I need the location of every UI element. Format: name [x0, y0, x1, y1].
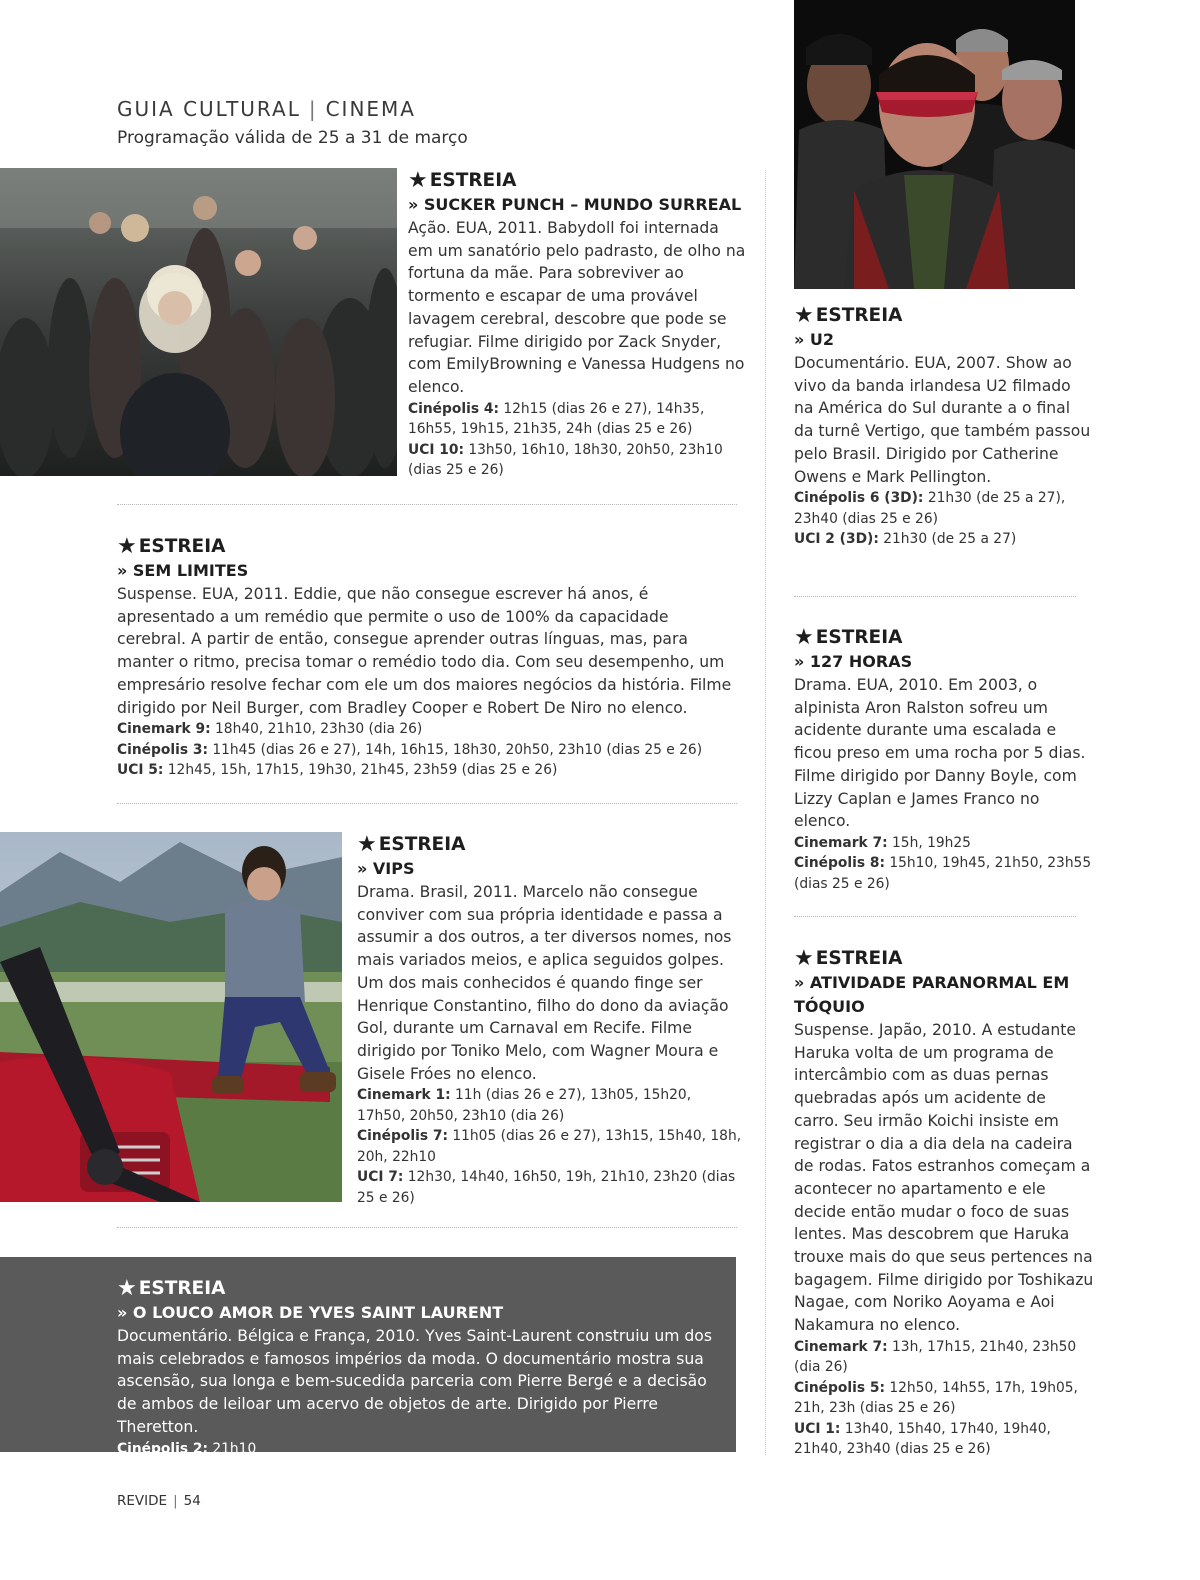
venue-name: UCI 5: — [117, 762, 164, 779]
movie-sucker-punch — [408, 168, 748, 481]
venue-name: Cinépolis 3: — [117, 741, 208, 758]
movie-title: » U2 — [794, 330, 835, 349]
session-line — [794, 1378, 1094, 1419]
venue-name: Cinemark 1: — [357, 1087, 451, 1104]
session-line — [408, 399, 748, 440]
star-icon: ★ — [117, 533, 137, 559]
venue-name: Cinemark 9: — [117, 721, 211, 738]
session-line — [794, 1419, 1094, 1460]
premiere-label: ESTREIA — [815, 627, 903, 648]
entry-divider — [117, 803, 737, 804]
entry-divider — [794, 596, 1076, 597]
session-times: 18h40, 21h10, 23h30 (dia 26) — [215, 721, 423, 738]
session-line — [357, 1085, 742, 1126]
venue-name: Cinépolis 2: — [117, 1440, 208, 1457]
session-times: 12h30, 14h40, 16h50, 19h, 21h10, 23h20 (dias 25 e 26) — [357, 1169, 736, 1206]
section-name: GUIA CULTURAL — [117, 97, 301, 121]
venue-name: UCI 7: — [357, 1169, 404, 1186]
session-times: 13h40, 15h40, 17h40, 19h40, 21h40, 23h40 (dias 25 e 26) — [794, 1420, 1051, 1458]
session-times: 12h50, 14h55, 17h, 19h05, 21h, 23h (dias 25 e 26) — [794, 1379, 1078, 1417]
movie-127-horas — [794, 625, 1094, 894]
star-icon: ★ — [357, 831, 377, 857]
page-number: 54 — [183, 1493, 201, 1509]
movie-u2 — [794, 303, 1094, 550]
session-times: 11h (dias 26 e 27), 13h05, 15h20, 17h50, 20h50, 23h10 (dia 26) — [357, 1087, 692, 1124]
star-icon: ★ — [794, 624, 814, 650]
venue-name: Cinemark 7: — [794, 834, 888, 851]
movie-atividade-paranormal — [794, 946, 1094, 1460]
session-line — [117, 1439, 729, 1460]
session-line — [794, 853, 1094, 894]
session-line — [408, 440, 748, 481]
premiere-tag — [794, 946, 1094, 971]
session-line — [794, 488, 1094, 529]
header-separator: | — [308, 97, 318, 121]
venue-name: UCI 1: — [794, 1420, 841, 1437]
premiere-tag — [794, 303, 1094, 328]
movie-synopsis: Drama. EUA, 2010. Em 2003, o alpinista Aron Ralston sofreu um acidente durante uma escalada e ficou preso em uma rocha por 5 dias. Filme dirigido por Danny Boyle, com Lizzy Caplan e James Franco no elenco. — [794, 676, 1086, 831]
section-category: CINEMA — [325, 97, 416, 121]
column-divider — [765, 170, 766, 1455]
venue-name: Cinépolis 5: — [794, 1379, 885, 1396]
premiere-tag — [794, 625, 1094, 650]
session-line — [794, 529, 1094, 550]
premiere-label: ESTREIA — [429, 170, 517, 191]
movie-synopsis: Ação. EUA, 2011. Babydoll foi internada em um sanatório pelo padrasto, de olho na fortuna da mãe. Para sobreviver ao tormento e escapar de uma provável lavagem cerebral, descobre que pode se refugiar. Filme dirigido por Zack Snyder, com EmilyBrowning e Vanessa Hudgens no elenco. — [408, 219, 746, 396]
vips-photo — [0, 832, 342, 1202]
movie-vips — [357, 832, 742, 1208]
star-icon: ★ — [794, 302, 814, 328]
venue-name: UCI 2 (3D): — [794, 531, 879, 548]
movie-synopsis: Drama. Brasil, 2011. Marcelo não consegue conviver com sua própria identidade e passa a assumir a dos outros, a ter diversos nomes, nos mais variados meios, e aplica seguidos golpes. Um dos mais conhecidos é quando finge ser Henrique Constantino, filho do dono da aviação Gol, durante um Carnaval em Recife. Filme dirigido por Toniko Melo, com Wagner Moura e Gisele Fróes no elenco. — [357, 883, 732, 1083]
premiere-tag — [117, 1276, 729, 1301]
movie-synopsis: Suspense. EUA, 2011. Eddie, que não consegue escrever há anos, é apresentado a um remédio que permite o uso de 100% da capacidade cerebral. A partir de então, consegue aprender outras línguas, mas, para manter o ritmo, precisa tomar o remédio todo dia. Com seu desempenho, um empresário resolve fechar com ele um dos maiores negócios da história. Filme dirigido por Neil Burger, com Bradley Cooper e Robert De Niro no elenco. — [117, 585, 732, 717]
movie-title: » 127 HORAS — [794, 652, 913, 671]
session-times: 11h05 (dias 26 e 27), 13h15, 15h40, 18h, 20h, 22h10 — [357, 1128, 742, 1165]
entry-divider — [117, 1227, 737, 1228]
schedule-validity: Programação válida de 25 a 31 de março — [117, 128, 468, 148]
venue-name: Cinépolis 6 (3D): — [794, 490, 924, 507]
movie-title: » SUCKER PUNCH – MUNDO SURREAL — [408, 195, 742, 214]
premiere-label: ESTREIA — [138, 1278, 226, 1299]
entry-divider — [117, 504, 737, 505]
star-icon: ★ — [408, 167, 428, 193]
venue-name: Cinépolis 8: — [794, 855, 885, 872]
premiere-label: ESTREIA — [815, 948, 903, 969]
premiere-tag — [117, 534, 742, 559]
session-times: 15h10, 19h45, 21h50, 23h55 (dias 25 e 26) — [794, 855, 1092, 892]
session-times: 15h, 19h25 — [892, 834, 971, 851]
movie-title: » VIPS — [357, 859, 415, 878]
session-line — [794, 1337, 1094, 1378]
session-times: 21h30 (de 25 a 27), 23h40 (dias 25 e 26) — [794, 490, 1066, 527]
venue-name: UCI 10: — [408, 441, 464, 458]
movie-title: » O LOUCO AMOR DE YVES SAINT LAURENT — [117, 1303, 504, 1322]
movie-synopsis: Suspense. Japão, 2010. A estudante Haruka volta de um programa de intercâmbio com as duas pernas quebradas após um acidente de carro. Seu irmão Koichi insiste em registrar o dia a dia dela na cadeira de rodas. Fatos estranhos começam a acontecer no apartamento e ele decide então mudar o foco de suas lentes. Mas descobrem que Haruka trouxe mais do que seus pertences na bagagem. Filme dirigido por Toshikazu Nagae, com Noriko Aoyama e Aoi Nakamura no elenco. — [794, 1021, 1094, 1335]
premiere-label: ESTREIA — [138, 536, 226, 557]
magazine-name: REVIDE — [117, 1493, 168, 1509]
session-times: 21h30 (de 25 a 27) — [883, 531, 1017, 548]
session-line — [117, 719, 742, 740]
venue-name: Cinépolis 4: — [408, 400, 499, 417]
entry-divider — [794, 916, 1076, 917]
page-footer — [117, 1493, 201, 1509]
venue-name: Cinépolis 7: — [357, 1128, 448, 1145]
premiere-tag — [408, 168, 748, 193]
sucker-punch-photo — [0, 168, 397, 476]
session-times: 11h45 (dias 26 e 27), 14h, 16h15, 18h30, 20h50, 23h10 (dias 25 e 26) — [212, 741, 703, 758]
session-line — [117, 760, 742, 781]
premiere-label: ESTREIA — [378, 834, 466, 855]
session-line — [794, 833, 1094, 854]
session-times: 12h15 (dias 26 e 27), 14h35, 16h55, 19h15, 21h35, 24h (dias 25 e 26) — [408, 400, 705, 438]
featured-box — [0, 1257, 736, 1457]
session-times: 12h45, 15h, 17h15, 19h30, 21h45, 23h59 (dias 25 e 26) — [167, 762, 558, 779]
session-times: 13h, 17h15, 21h40, 23h50 (dia 26) — [794, 1338, 1077, 1376]
movie-synopsis: Documentário. EUA, 2007. Show ao vivo da banda irlandesa U2 filmado na América do Sul durante a o final da turnê Vertigo, que também passou pelo Brasil. Dirigido por Catherine Owens e Mark Pellington. — [794, 354, 1091, 486]
premiere-tag — [357, 832, 742, 857]
movie-sem-limites — [117, 534, 742, 781]
star-icon: ★ — [794, 945, 814, 971]
session-line — [357, 1167, 742, 1208]
movie-title: » ATIVIDADE PARANORMAL EM TÓQUIO — [794, 973, 1070, 1016]
section-header — [117, 97, 416, 121]
venue-name: Cinemark 7: — [794, 1338, 888, 1355]
session-times: 13h50, 16h10, 18h30, 20h50, 23h10 (dias 25 e 26) — [408, 441, 723, 479]
movie-synopsis: Documentário. Bélgica e França, 2010. Yves Saint-Laurent construiu um dos mais celebrados e famosos impérios da moda. O documentário mostra sua ascensão, sua longa e bem-sucedida parceria com Pierre Bergé e a decisão de ambos de leiloar um acervo de objetos de arte. Dirigido por Pierre Theretton. — [117, 1327, 712, 1436]
movie-yves-saint-laurent — [117, 1276, 729, 1459]
session-line — [357, 1126, 742, 1167]
movie-title: » SEM LIMITES — [117, 561, 249, 580]
star-icon: ★ — [117, 1275, 137, 1301]
premiere-label: ESTREIA — [815, 305, 903, 326]
session-line — [117, 740, 742, 761]
session-times: 21h10 — [212, 1440, 257, 1457]
u2-photo — [794, 0, 1075, 289]
footer-separator: | — [173, 1493, 178, 1509]
